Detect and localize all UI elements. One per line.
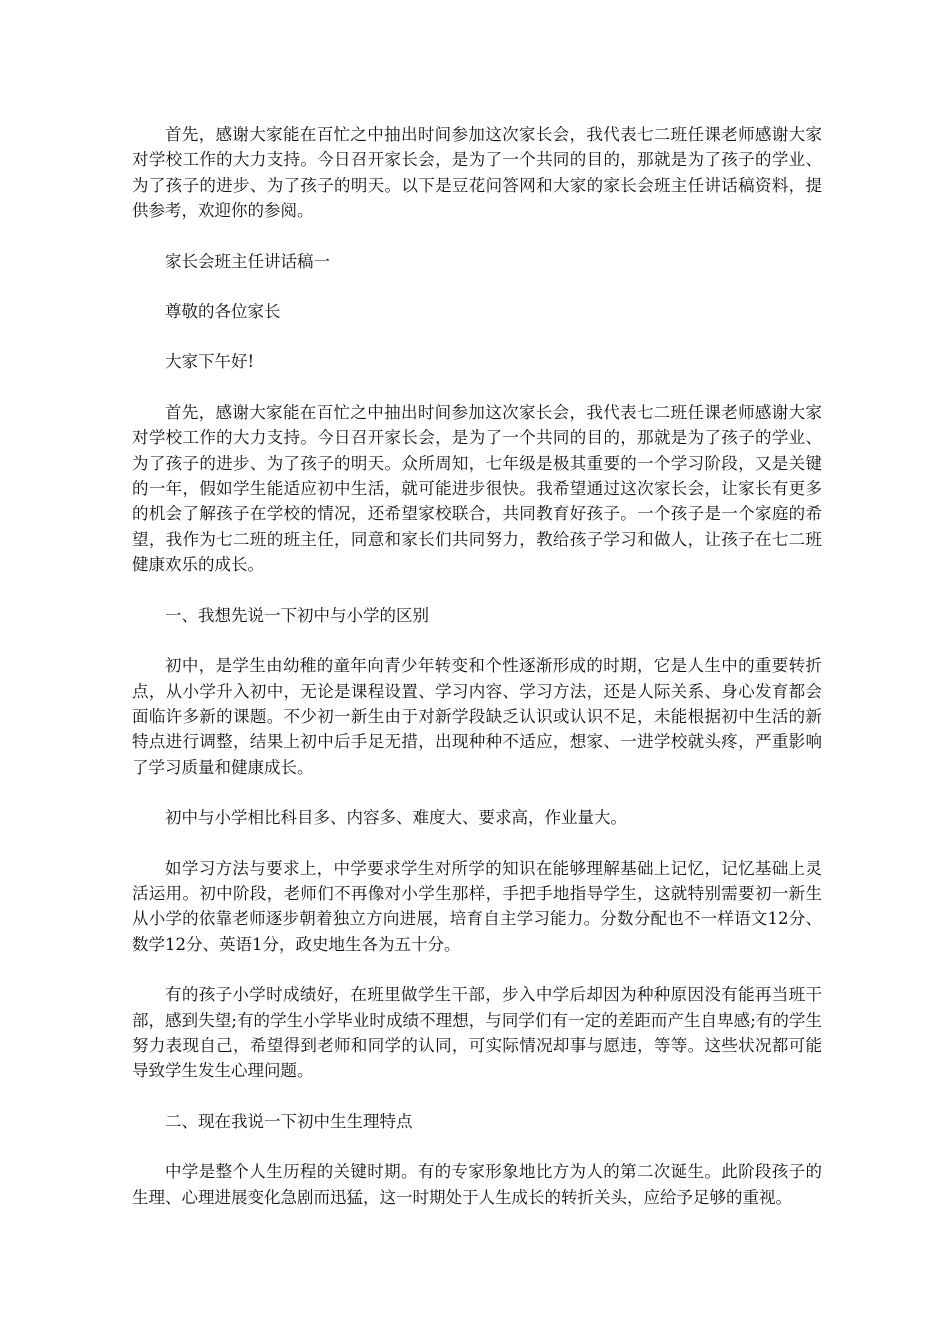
speech-title: 家长会班主任讲话稿一 (165, 251, 330, 271)
section-heading-2: 二、现在我说一下初中生生理特点 (165, 1111, 413, 1131)
opening-paragraph: 首先，感谢大家能在百忙之中抽出时间参加这次家长会，我代表七二班任课老师感谢大家对学校工作的大力支持。今日召开家长会，是为了一个共同的目的，那就是为了孩子的学业、为了孩子的进步、为了孩子的明天。众所周知，七年级是极其重要的一个学习阶段，又是关键的一年，假如学生能适应初中生活，就可能进步很快。我希望通过这次家长会，让家长有更多的机会了解孩子在学校的情况，还希望家校联合，共同教育好孩子。一个孩子是一个家庭的希望，我作为七二班的班主任，同意和家长们共同努力，教给孩子学习和做人，让孩子在七二班健康欢乐的成长。 (132, 402, 822, 575)
section-heading-1: 一、我想先说一下初中与小学的区别 (165, 605, 429, 625)
document-body (132, 122, 822, 1235)
body-paragraph: 如学习方法与要求上，中学要求学生对所学的知识在能够理解基础上记忆，记忆基础上灵活运用。初中阶段，老师们不再像对小学生那样，手把手地指导学生，这就特别需要初一新生从小学的依靠老师逐步朝着独立方向进展，培育自主学习能力。分数分配也不一样语文12分、数学12分、英语1分，政史地生各为五十分。 (132, 858, 822, 954)
body-paragraph: 初中，是学生由幼稚的童年向青少年转变和个性逐渐形成的时期，它是人生中的重要转折点，从小学升入初中，无论是课程设置、学习内容、学习方法，还是人际关系、身心发育都会面临许多新的课题。不少初一新生由于对新学段缺乏认识或认识不足，未能根据初中生活的新特点进行调整，结果上初中后手足无措，出现种种不适应，想家、一进学校就头疼，严重影响了学习质量和健康成长。 (132, 656, 822, 777)
body-paragraph: 中学是整个人生历程的关键时期。有的专家形象地比方为人的第二次诞生。此阶段孩子的生理、心理进展变化急剧而迅猛，这一时期处于人生成长的转折关头，应给予足够的重视。 (132, 1162, 822, 1207)
body-paragraph: 初中与小学相比科目多、内容多、难度大、要求高，作业量大。 (165, 808, 627, 828)
body-paragraph: 有的孩子小学时成绩好，在班里做学生干部，步入中学后却因为种种原因没有能再当班干部，感到失望;有的学生小学毕业时成绩不理想，与同学们有一定的差距而产生自卑感;有的学生努力表现自己，希望得到老师和同学的认同，可实际情况却事与愿违，等等。这些状况都可能导致学生发生心理问题。 (132, 985, 822, 1081)
greeting: 大家下午好! (165, 352, 255, 372)
intro-paragraph: 首先，感谢大家能在百忙之中抽出时间参加这次家长会，我代表七二班任课老师感谢大家对学校工作的大力支持。今日召开家长会，是为了一个共同的目的，那就是为了孩子的学业、为了孩子的进步、为了孩子的明天。以下是豆花问答网和大家的家长会班主任讲话稿资料，提供参考，欢迎你的参阅。 (132, 125, 822, 221)
salutation: 尊敬的各位家长 (165, 302, 281, 322)
